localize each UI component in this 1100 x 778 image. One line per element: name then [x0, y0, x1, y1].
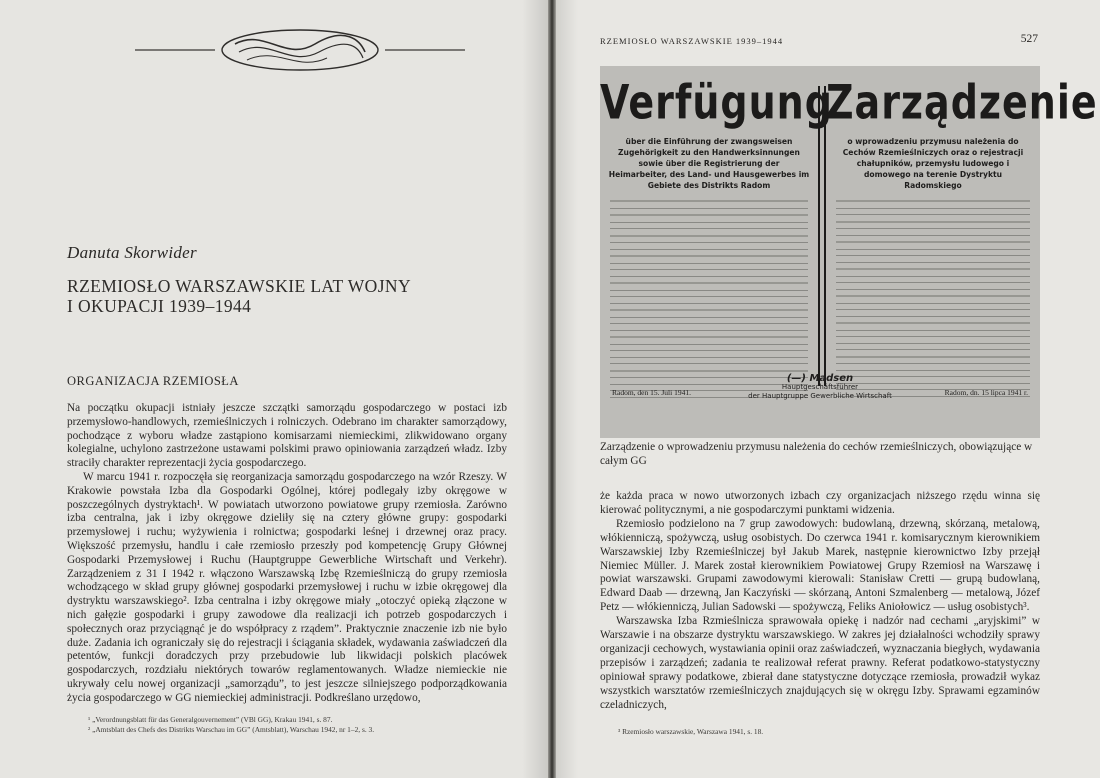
- book-spine: [548, 0, 556, 778]
- body-text: [600, 490, 1040, 713]
- running-head: RZEMIOSŁO WARSZAWSKIE 1939–1944: [600, 36, 784, 46]
- right-page: [556, 0, 1100, 778]
- section-heading: ORGANIZACJA RZEMIOSŁA: [67, 374, 239, 388]
- poster-divider: [818, 86, 826, 386]
- ornament-flourish-icon: [135, 22, 465, 78]
- poster-heading-pl: Zarządzenie: [826, 74, 1098, 130]
- title-line: I OKUPACJI 1939–1944: [67, 296, 252, 316]
- poster-signature: [600, 374, 1040, 401]
- poster-subtitle-de: über die Einführung der zwangsweisen Zugehörigkeit zu den Handwerksinnungen sowie über die Registrierung der Heimarbeiter, des Land- und Hausgewerbes im Gebiete des Distrikts Radom: [608, 137, 810, 190]
- poster-subtitle-pl: o wprowadzeniu przymusu należenia do Cechów Rzemieślniczych oraz o rejestracji chałupników, przemysłu ludowego i domowego na terenie Dystryktu Radomskiego: [842, 137, 1024, 190]
- signature-org: der Hauptgruppe Gewerbliche Wirtschaft: [748, 392, 892, 400]
- footnote: ¹ „Verordnungsblatt für das Generalgouvernement” (VBl GG), Krakau 1941, s. 87.: [88, 715, 333, 724]
- title-line: RZEMIOSŁO WARSZAWSKIE LAT WOJNY: [67, 276, 411, 296]
- signature-role: Hauptgeschäftsführer: [781, 383, 859, 391]
- poster-body-lines: [610, 200, 808, 403]
- poster-body-lines: [836, 200, 1030, 402]
- figure-caption: Zarządzenie o wprowadzeniu przymusu należenia do cechów rzemieślniczych, obowiązujące w całym GG: [600, 441, 1033, 467]
- poster-date-pl: Radom, dn. 15 lipca 1941 r.: [944, 388, 1028, 397]
- poster-image: [600, 66, 1098, 438]
- signature-name: (—) Madsen: [786, 373, 854, 384]
- page-number: 527: [1020, 33, 1038, 45]
- paragraph: Na początku okupacji istniały jeszcze szczątki samorządu gospodarczego w postaci izb przemysłowo-handlowych, rzemieślniczych i rolniczych. Odebrano im charakter samorządowy, pochodzące z wyboru władze zastąpiono komisarzami niemieckimi, zlikwidowano organy kolegialne, uchylono zastrzeżone ustawami polskimi prawo opiniowania zarządzeń władz. Izby straciły charakter reprezentacji życia gospodarczego.: [67, 402, 507, 470]
- paragraph: że każda praca w nowo utworzonych izbach czy organizacjach niższego rzędu winna się kierować politycznymi, a nie gospodarczymi punktami widzenia.: [600, 490, 1040, 516]
- footnotes: [88, 715, 518, 735]
- left-page: [0, 0, 548, 778]
- poster-date-de: Radom, den 15. Juli 1941.: [612, 388, 691, 397]
- paragraph: Warszawska Izba Rzmieślnicza sprawowała opiekę i nadzór nad cechami „aryjskimi” w Warszawie i na obszarze dystryktu warszawskiego. W zakres jej działalności wchodziły sprawy organizacji cechowych, wystawiania opinii oraz zaświadczeń, wyznaczania biegłych, wydawania przepisów i zarządzeń; zadania te realizował referat prawny. Referat podatkowo-statystyczny opiniował sprawy podatkowe, zbierał dane statystyczne dotyczące rzemiosła, prowadził wykaz wszystkich warsztatów rzemieślniczych znajdujących się w okręgu Izby. Sprawami egzaminów czeladniczych,: [600, 615, 1040, 711]
- article-title: [67, 276, 411, 316]
- paragraph: W marcu 1941 r. rozpoczęła się reorganizacja samorządu gospodarczego na wzór Rzeszy. W Krakowie powstała Izba dla Gospodarki Ogólnej, której podlegały izby okręgowe w poszczególnych dystryktach¹. W powiatach utworzono powiatowe grupy rzemiosła. Zarówno izba centralna, jak i izby okręgowe dzieliły się na cztery główne grupy: gospodarki przemysłowej i ruchu; wyżywienia i rolnictwa; gospodarki leśnej i drzewnej oraz pracy. Większość przemysłu, handlu i całe rzemiosło przeszły pod kompetencję Grupy Głównej Gospodarki Przemysłowej i Ruchu (Hauptgruppe Gewerbliche Wirtschaft und Verkehr). Zarządzeniem z 31 I 1942 r. włączono Warszawską Izbę Rzemieślniczą do grupy rzemiosła wchodzącego w skład grupy głównej gospodarki przemysłowej i ruchu w izbie okręgowej dla dystryktu warszawskiego². Izba centralna i izby okręgowe miały „otoczyć opieką złączone w nich gałęzie gospodarki i grupy zawodowe dla realizacji ich potrzeb gospodarczych i społecznych oraz przyciągnąć je do współpracy z rządem”. Praktycznie znaczenie izb nie było duże. Zadania ich ograniczały się do rejestracji i ściągania składek, wydawania zaświadczeń dla petentów, funkcji doradczych przy przebudowie lub likwidacji polskich placówek gospodarczych, rozdziału niektórych towarów reglamentowanych. Władze niemieckie nie ukrywały celu nowej organizacji „samorządu”, to jest jeszcze silniejszego podporządkowania życia gospodarczego w GG niemieckiej administracji. Podkreślano urzędowo,: [67, 470, 507, 704]
- paragraph: Rzemiosło podzielono na 7 grup zawodowych: budowlaną, drzewną, skórzaną, metalową, włókienniczą, spożywczą, usług osobistych. Do czerwca 1941 r. komisarycznym kierownikiem Warszawskiej Izby Rzemieślniczej był Jakub Marek, następnie kierownictwo Izby przejął Niemiec Müller. J. Marek został kierownikiem Powiatowej Grupy Rzemiosł na Warszawę i powiat warszawski. Grupami zawodowymi kierowali: Stanisław Cretti — grupą budowlaną, Edward Daab — drzewną, Jan Kaczyński — skórzaną, Antoni Szmalenberg — metalową, Józef Petz — włókienniczą, Julian Sadowski — spożywczą, Feliks Aniołowicz — usług osobistych³.: [600, 517, 1040, 614]
- author-name: Danuta Skorwider: [67, 243, 197, 262]
- body-text: [67, 402, 507, 706]
- poster-heading-de: Verfügung: [600, 74, 833, 130]
- footnote: ³ Rzemiosło warszawskie, Warszawa 1941, s. 18.: [618, 727, 764, 736]
- footnote: ² „Amtsblatt des Chefs des Distrikts Warschau im GG” (Amtsblatt), Warschau 1942, nr 1–2, s. 3.: [88, 725, 375, 734]
